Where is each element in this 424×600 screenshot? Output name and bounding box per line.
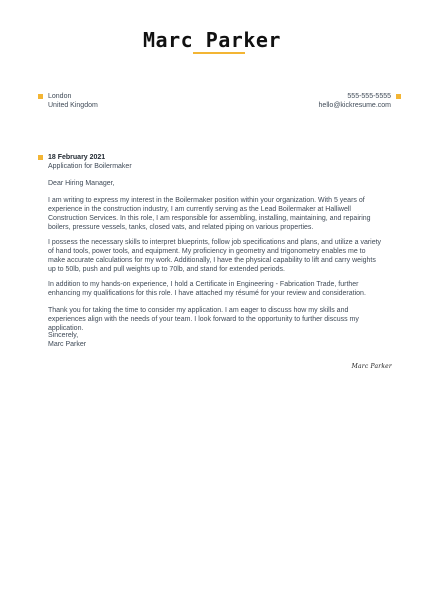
letter-subject: Application for Boilermaker [48, 163, 132, 170]
paragraph-text: I am writing to express my interest in the Boilermaker position within your organization. With 5 years of experience in the construction industry, I am currently serving as the Lead Boilermaker at Halliwell Construction Services. In this role, I am responsible for assembling, installing, maintaining, and repairing boilers, pressure vessels, tanks, closed vats, and related piping on various properties. [48, 197, 371, 231]
contact-city: London [48, 93, 72, 100]
handwritten-signature: Marc Parker [351, 363, 392, 370]
letter-paragraph-3 [48, 280, 383, 298]
paragraph-text: I possess the necessary skills to interpret blueprints, follow job specifications and plans, and utilize a variety of hand tools, power tools, and equipment. My proficiency in geometry and trigonometry enables me to make accurate calculations for my work. Additionally, I have the physical capability to lift and carry weights up to 50lb, push and pull weights up to 70lb, and stand for extended periods. [48, 239, 382, 273]
letter-closing: Sincerely, [48, 332, 79, 339]
letter-greeting: Dear Hiring Manager, [48, 180, 115, 187]
address-bullet-icon [38, 94, 43, 99]
paragraph-text: In addition to my hands-on experience, I hold a Certificate in Engineering - Fabrication Trade, further enhancing my qualifications for this role. I have attached my résumé for your review and consideration. [48, 281, 366, 297]
phone-bullet-icon [396, 94, 401, 99]
contact-country: United Kingdom [48, 102, 98, 109]
contact-email: hello@kickresume.com [318, 102, 391, 109]
letter-signoff-name: Marc Parker [48, 341, 87, 348]
name-underline [193, 52, 245, 54]
date-bullet-icon [38, 155, 43, 160]
contact-phone: 555-555-5555 [347, 93, 391, 100]
letter-paragraph-1 [48, 196, 383, 232]
letter-paragraph-2 [48, 238, 383, 274]
letter-date: 18 February 2021 [48, 154, 106, 161]
paragraph-text: Thank you for taking the time to consider my application. I am eager to discuss how my skills and experiences align with the needs of your team. I look forward to the opportunity to further discuss my application. [48, 307, 359, 332]
applicant-name: Marc Parker [143, 28, 281, 52]
letter-paragraph-4 [48, 306, 383, 333]
